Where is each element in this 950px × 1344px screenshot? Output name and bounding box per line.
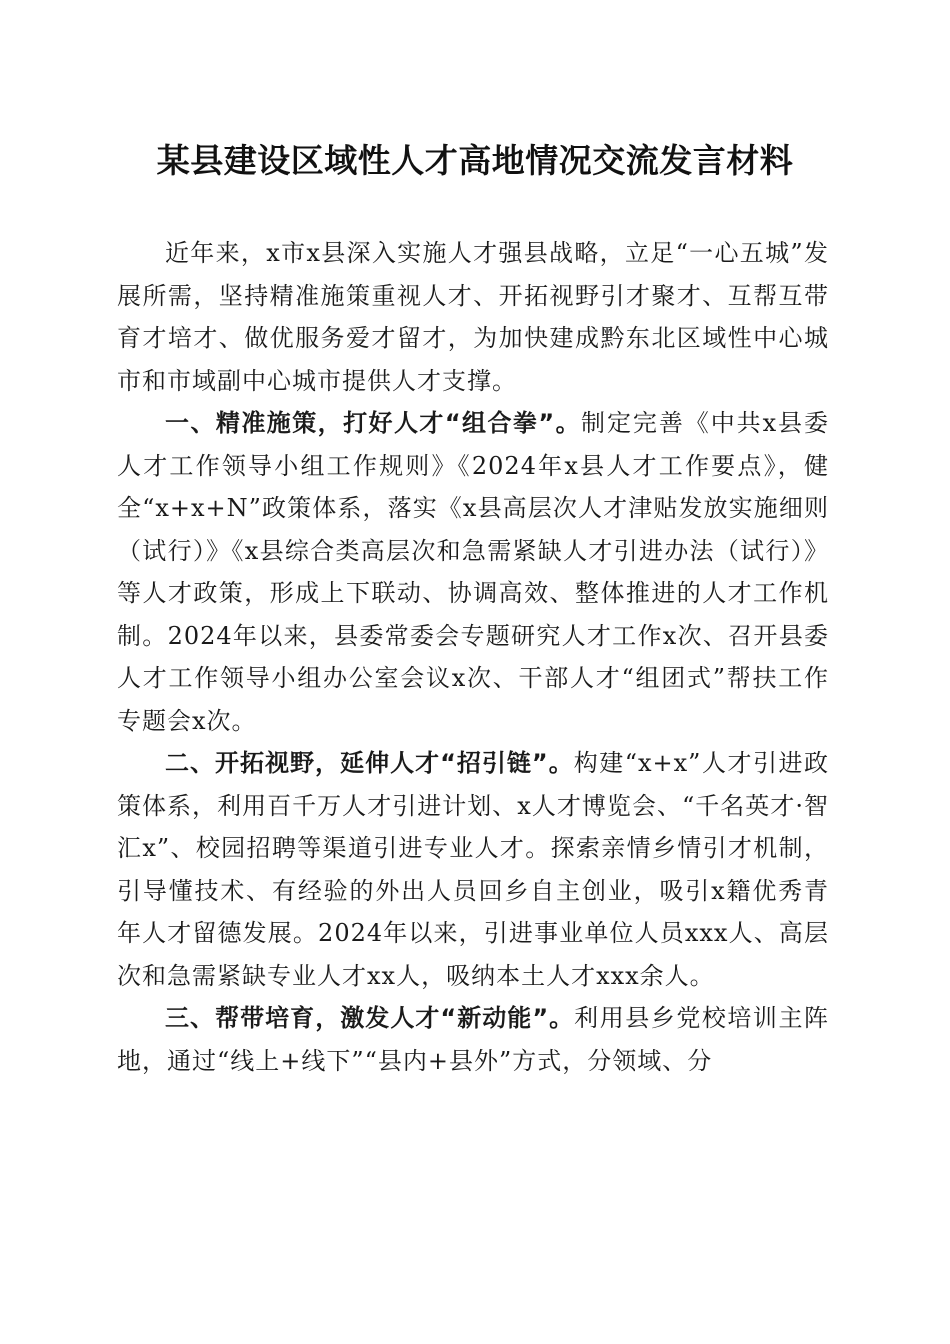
paragraph-section-2 [117, 742, 829, 997]
section-heading: 一、精准施策，打好人才“组合拳”。 [165, 409, 582, 437]
paragraph-section-1 [117, 402, 829, 742]
paragraph-text: 构建“x+x”人才引进政策体系，利用百千万人才引进计划、x人才博览会、“千名英才·智汇x”、校园招聘等渠道引进专业人才。探索亲情乡情引才机制，引导懂技术、有经验的外出人员回乡自主创业，吸引x籍优秀青年人才留德发展。2024年以来，引进事业单位人员xxx人、高层次和急需紧缺专业人才xx人，吸纳本土人才xxx余人。 [117, 749, 830, 990]
paragraph-text: 制定完善《中共x县委人才工作领导小组工作规则》《2024年x县人才工作要点》，健全“x+x+N”政策体系，落实《x县高层次人才津贴发放实施细则（试行）》《x县综合类高层次和急需紧缺人才引进办法（试行）》等人才政策，形成上下联动、协调高效、整体推进的人才工作机制。2024年以来，县委常委会专题研究人才工作x次、召开县委人才工作领导小组办公室会议x次、干部人才“组团式”帮扶工作专题会x次。 [117, 409, 829, 735]
document-title: 某县建设区域性人才高地情况交流发言材料 [156, 141, 794, 180]
paragraph-intro [117, 232, 829, 402]
document-body [117, 232, 829, 1082]
paragraph-section-3 [117, 997, 829, 1082]
paragraph-text: 利用县乡党校培训主阵地，通过“线上+线下”“县内+县外”方式，分领域、分 [117, 1004, 830, 1075]
section-heading: 三、帮带培育，激发人才“新动能”。 [165, 1004, 575, 1032]
section-heading: 二、开拓视野，延伸人才“招引链”。 [165, 749, 574, 777]
paragraph-text: 近年来，x市x县深入实施人才强县战略，立足“一心五城”发展所需，坚持精准施策重视人才、开拓视野引才聚才、互帮互带育才培才、做优服务爱才留才，为加快建成黔东北区域性中心城市和市域副中心城市提供人才支撑。 [117, 239, 829, 395]
